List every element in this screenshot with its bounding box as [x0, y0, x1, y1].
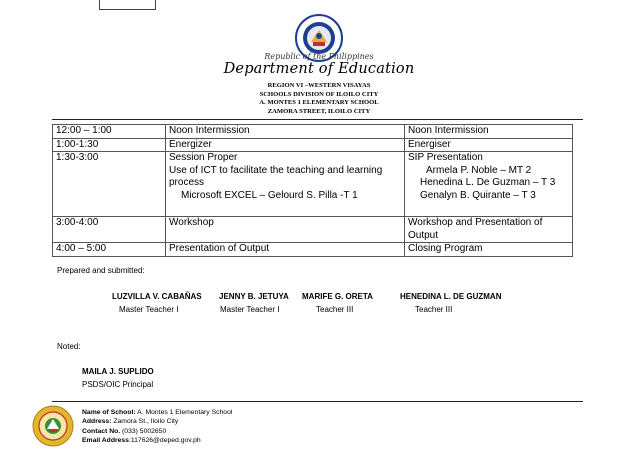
- header-address-block: [0, 82, 638, 116]
- signatory-role: Master Teacher I: [220, 305, 280, 314]
- noted-role: PSDS/OIC Principal: [82, 380, 154, 389]
- day1-cell: Presentation of Output: [166, 243, 405, 257]
- footer-email-line: [82, 436, 232, 445]
- signatory-name: HENEDINA L. DE GUZMAN: [400, 292, 502, 301]
- republic-text: Republic of the Philippines: [264, 52, 374, 61]
- sip-presenter: Genalyn B. Quirante – T 3: [420, 189, 536, 201]
- session-title: Session Proper: [169, 152, 238, 164]
- header-line: A. MONTES 1 ELEMENTARY SCHOOL: [259, 99, 379, 106]
- footer-divider: [52, 401, 583, 402]
- session-topic-cont: process: [169, 177, 205, 189]
- day2-cell: Workshop and Presentation of Output: [405, 217, 573, 243]
- header-line: SCHOOLS DIVISION OF ILOILO CITY: [259, 90, 379, 98]
- day2-cell: Noon Intermission: [405, 125, 573, 139]
- footer-contact: (033) 5002650: [122, 427, 167, 435]
- noted-label: Noted:: [57, 342, 81, 351]
- footer-school-label: Name of School:: [82, 409, 136, 416]
- signatory-name: LUZVILLA V. CABAÑAS: [112, 292, 202, 301]
- footer-contact-line: [82, 427, 232, 436]
- footer-address-label: Address:: [82, 418, 112, 426]
- signatory-role: Master Teacher I: [119, 305, 179, 314]
- time-cell: 3:00-4:00: [53, 217, 166, 243]
- department-title: Department of Education: [223, 61, 415, 77]
- header-divider: [52, 119, 583, 120]
- session-topic: Use of ICT to facilitate the teaching and learning: [169, 164, 383, 176]
- time-cell: 4:00 – 5:00: [53, 243, 166, 257]
- footer-info: [82, 408, 232, 446]
- session-speaker: Microsoft EXCEL – Gelourd S. Pilla -T 1: [181, 189, 358, 201]
- table-row: [53, 243, 573, 257]
- header-line: REGION VI –WESTERN VISAYAS: [267, 82, 371, 89]
- prepared-label: Prepared and submitted:: [57, 266, 145, 275]
- table-row: [53, 217, 573, 243]
- noted-name: MAILA J. SUPLIDO: [82, 367, 154, 376]
- footer-email: :117626@deped.gov.ph: [128, 437, 201, 445]
- table-row: [53, 152, 573, 217]
- day1-cell: Workshop: [166, 217, 405, 243]
- day2-cell: Closing Program: [405, 243, 573, 257]
- day2-cell: Energiser: [405, 138, 573, 152]
- table-row: [53, 138, 573, 152]
- day1-cell: [166, 152, 405, 217]
- day1-cell: Noon Intermission: [166, 125, 405, 139]
- signatory-name: JENNY B. JETUYA: [219, 292, 289, 301]
- footer-email-label: Email Address: [82, 437, 129, 445]
- school-logo-icon: [32, 405, 74, 447]
- sip-presenter: Henedina L. De Guzman – T 3: [420, 177, 556, 189]
- footer-contact-label: Contact No.: [82, 427, 121, 435]
- sip-title: SIP Presentation: [408, 152, 483, 164]
- time-cell: 1:30-3:00: [53, 152, 166, 217]
- footer-address-line: [82, 417, 232, 426]
- table-row: [53, 125, 573, 139]
- schedule-table: [52, 124, 573, 257]
- footer-school: A. Montes 1 Elementary School: [137, 409, 233, 416]
- time-cell: 1:00-1:30: [53, 138, 166, 152]
- signatory-role: Teacher III: [316, 305, 354, 314]
- header-box: [99, 0, 156, 10]
- day1-cell: Energizer: [166, 138, 405, 152]
- footer-address: Zamora St., Iloilo City: [113, 418, 179, 426]
- signatory-role: Teacher III: [415, 305, 453, 314]
- header-line: ZAMORA STREET, ILOILO CITY: [267, 107, 371, 115]
- time-cell: 12:00 – 1:00: [53, 125, 166, 139]
- signatory-name: MARIFE G. ORETA: [302, 292, 373, 301]
- sip-presenter: Armela P. Noble – MT 2: [426, 164, 532, 176]
- footer-school-line: [82, 408, 232, 417]
- day2-cell: [405, 152, 573, 217]
